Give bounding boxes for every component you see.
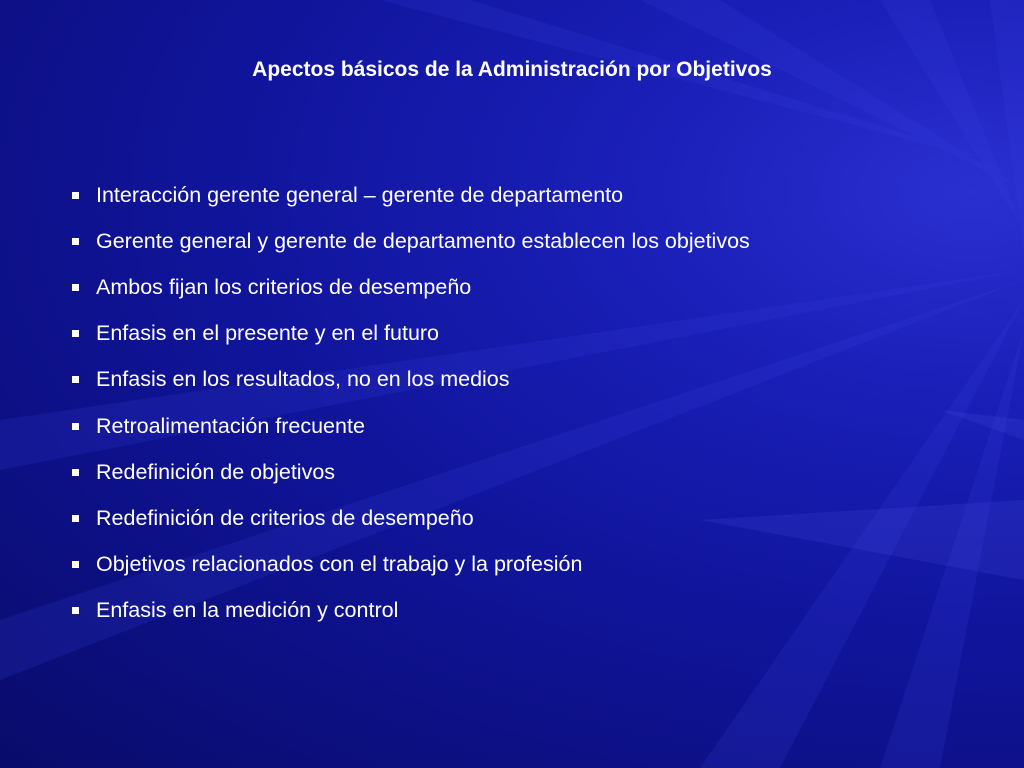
list-item (70, 542, 750, 588)
square-bullet-icon (72, 376, 79, 383)
list-item-text: Enfasis en la medición y control (96, 598, 399, 623)
list-item (70, 311, 750, 357)
square-bullet-icon (72, 238, 79, 245)
square-bullet-icon (72, 561, 79, 568)
list-item-text: Gerente general y gerente de departamento establecen los objetivos (96, 228, 750, 253)
list-item-text: Objetivos relacionados con el trabajo y la profesión (96, 552, 583, 577)
list-item (70, 172, 750, 218)
square-bullet-icon (72, 469, 79, 476)
square-bullet-icon (72, 330, 79, 337)
square-bullet-icon (72, 423, 79, 430)
slide-title: Apectos básicos de la Administración por Objetivos (252, 58, 772, 81)
square-bullet-icon (72, 192, 79, 199)
list-item (70, 588, 750, 634)
list-item (70, 495, 750, 541)
list-item-text: Redefinición de objetivos (96, 459, 336, 484)
square-bullet-icon (72, 515, 79, 522)
list-item (70, 218, 750, 264)
list-item (70, 403, 750, 449)
list-item-text: Ambos fijan los criterios de desempeño (96, 274, 472, 299)
list-item-text: Redefinición de criterios de desempeño (96, 505, 474, 530)
list-item (70, 357, 750, 403)
list-item (70, 449, 750, 495)
list-item-text: Enfasis en el presente y en el futuro (96, 321, 440, 346)
bullet-list (70, 172, 750, 634)
list-item-text: Interacción gerente general – gerente de departamento (96, 182, 624, 207)
list-item-text: Enfasis en los resultados, no en los medios (96, 367, 510, 392)
list-item (70, 264, 750, 310)
square-bullet-icon (72, 607, 79, 614)
square-bullet-icon (72, 284, 79, 291)
list-item-text: Retroalimentación frecuente (96, 413, 365, 438)
